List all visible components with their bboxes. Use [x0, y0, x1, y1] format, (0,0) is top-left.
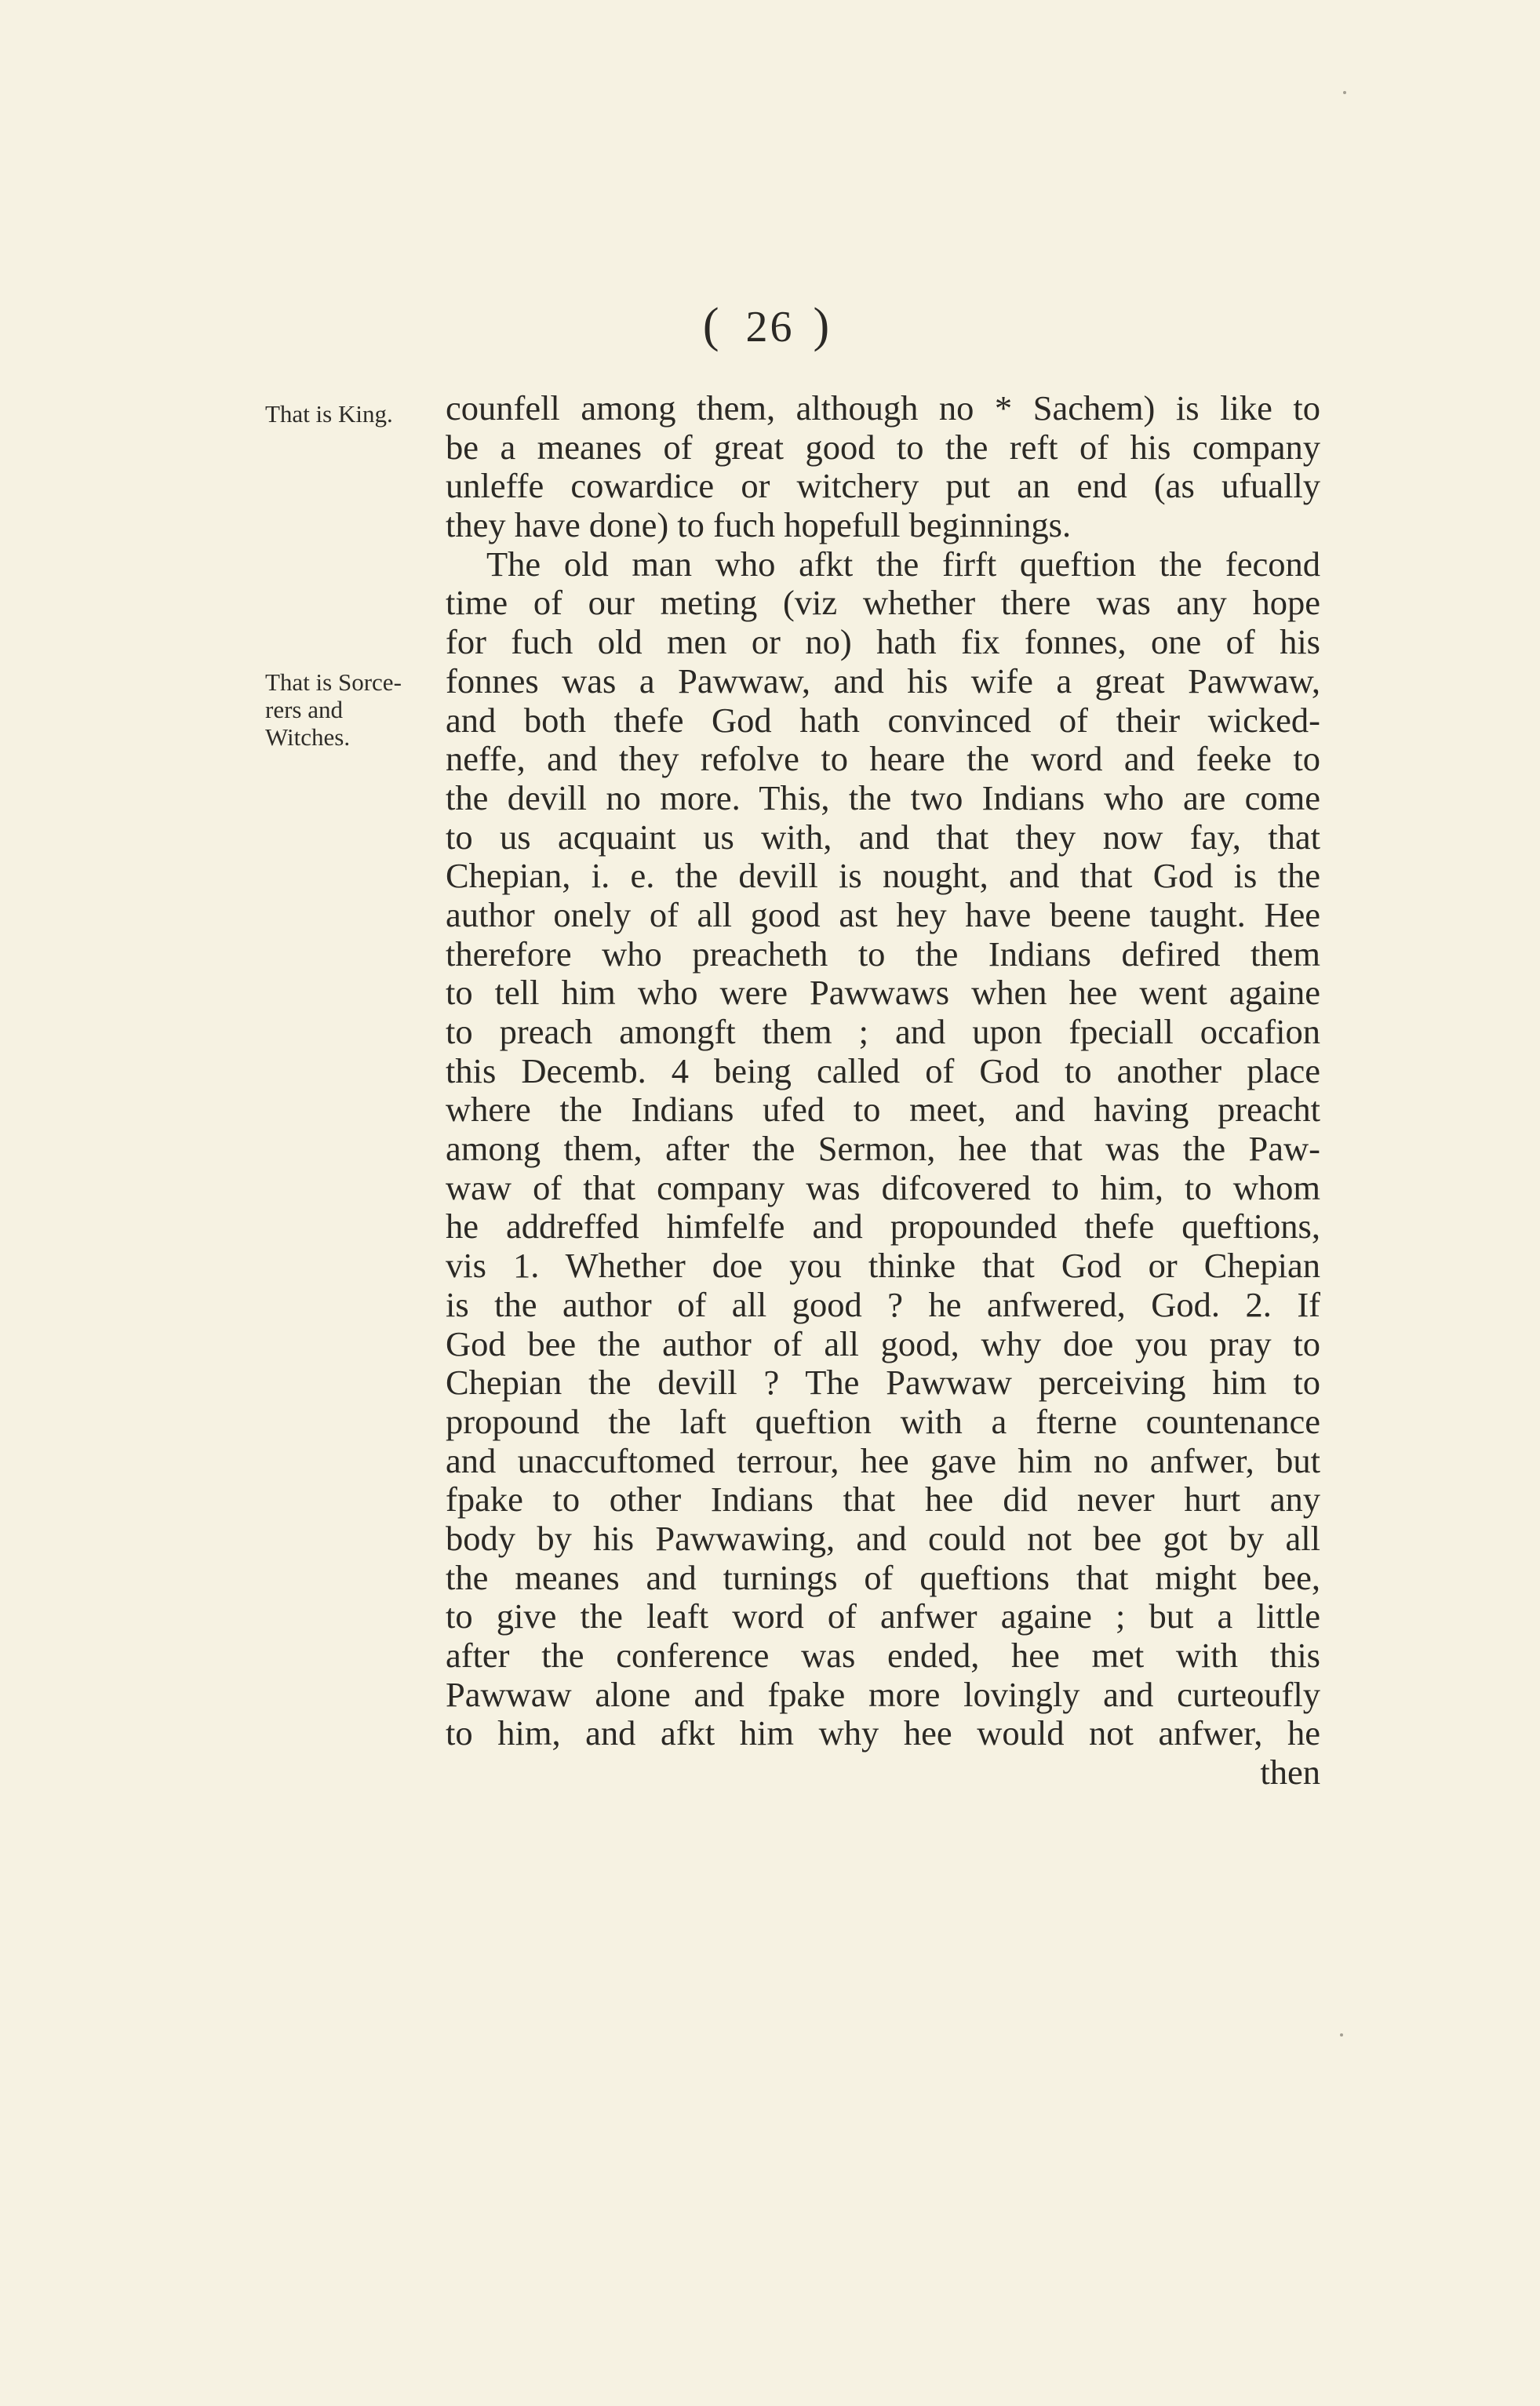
sidenote-sorcerers-line: Witches. [265, 723, 351, 751]
sidenote-sorcerers [265, 668, 402, 751]
text-line: author onely of all good ast hey have beene taught. Hee [446, 894, 1320, 934]
text-line: God bee the author of all good, why doe you pray to [446, 1323, 1320, 1363]
text-line: they have done) to fuch hopefull beginnings. [446, 505, 1072, 545]
text-line: counfell among them, although no * Sachem) is like to [446, 388, 1320, 428]
text-line: to us acquaint us with, and that they now fay, that [446, 817, 1320, 857]
text-line: vis 1. Whether doe you thinke that God or Chepian [446, 1246, 1320, 1286]
body-text [446, 389, 1320, 1793]
text-line: body by his Pawwawing, and could not bee got by all [446, 1518, 1320, 1558]
text-line: be a meanes of great good to the reft of his company [446, 427, 1320, 467]
text-line: the meanes and turnings of queftions that might bee, [446, 1557, 1320, 1597]
text-line: fonnes was a Pawwaw, and his wife a great Pawwaw, [446, 661, 1320, 701]
text-line: this Decemb. 4 being called of God to another place [446, 1050, 1320, 1090]
text-line: and both thefe God hath convinced of their wicked- [446, 700, 1320, 740]
text-line: to preach amongft them ; and upon fpeciall occafion [446, 1012, 1320, 1051]
text-line: to tell him who were Pawwaws when hee went againe [446, 973, 1320, 1013]
sidenote-sorcerers-line: rers and [265, 696, 343, 723]
open-paren: ( [702, 299, 727, 352]
catchword: then [1260, 1753, 1320, 1793]
text-line: Chepian, i. e. the devill is nought, and that God is the [446, 856, 1320, 896]
close-paren: ) [813, 299, 838, 352]
paper-speck [1343, 91, 1346, 94]
text-line: unleffe cowardice or witchery put an end (as ufually [446, 466, 1320, 506]
text-line: waw of that company was difcovered to him, to whom [446, 1167, 1320, 1207]
sidenote-king: That is King. [265, 400, 393, 428]
text-line: therefore who preacheth to the Indians defired them [446, 934, 1320, 974]
text-line: The old man who afkt the firft queftion the fecond [486, 544, 1320, 584]
text-line: he addreffed himfelfe and propounded thefe queftions, [446, 1207, 1320, 1247]
text-line: Pawwaw alone and fpake more lovingly and curteoufly [446, 1674, 1320, 1714]
text-line: neffe, and they refolve to heare the word and feeke to [446, 739, 1320, 779]
text-line: and unaccuftomed terrour, hee gave him no anfwer, but [446, 1440, 1320, 1480]
text-line: for fuch old men or no) hath fix fonnes, one of his [446, 622, 1320, 662]
page-number [0, 301, 1540, 350]
page-number-value: 26 [745, 303, 795, 351]
text-line: after the conference was ended, hee met with this [446, 1636, 1320, 1675]
text-line: to give the leaft word of anfwer againe ; but a little [446, 1596, 1320, 1636]
text-line: is the author of all good ? he anfwered, God. 2. If [446, 1284, 1320, 1324]
text-line: to him, and afkt him why hee would not anfwer, he [446, 1713, 1320, 1753]
sidenote-sorcerers-line: That is Sorce- [265, 668, 402, 696]
text-line: time of our meting (viz whether there was any hope [446, 583, 1320, 623]
text-line: fpake to other Indians that hee did never hurt any [446, 1480, 1320, 1520]
text-line: among them, after the Sermon, hee that was the Paw- [446, 1129, 1320, 1169]
paper-speck [1340, 2033, 1343, 2037]
text-line: propound the laft queftion with a fterne countenance [446, 1401, 1320, 1441]
text-line: the devill no more. This, the two Indians who are come [446, 777, 1320, 817]
text-line: where the Indians ufed to meet, and having preacht [446, 1090, 1320, 1130]
text-line: Chepian the devill ? The Pawwaw perceiving him to [446, 1363, 1320, 1403]
